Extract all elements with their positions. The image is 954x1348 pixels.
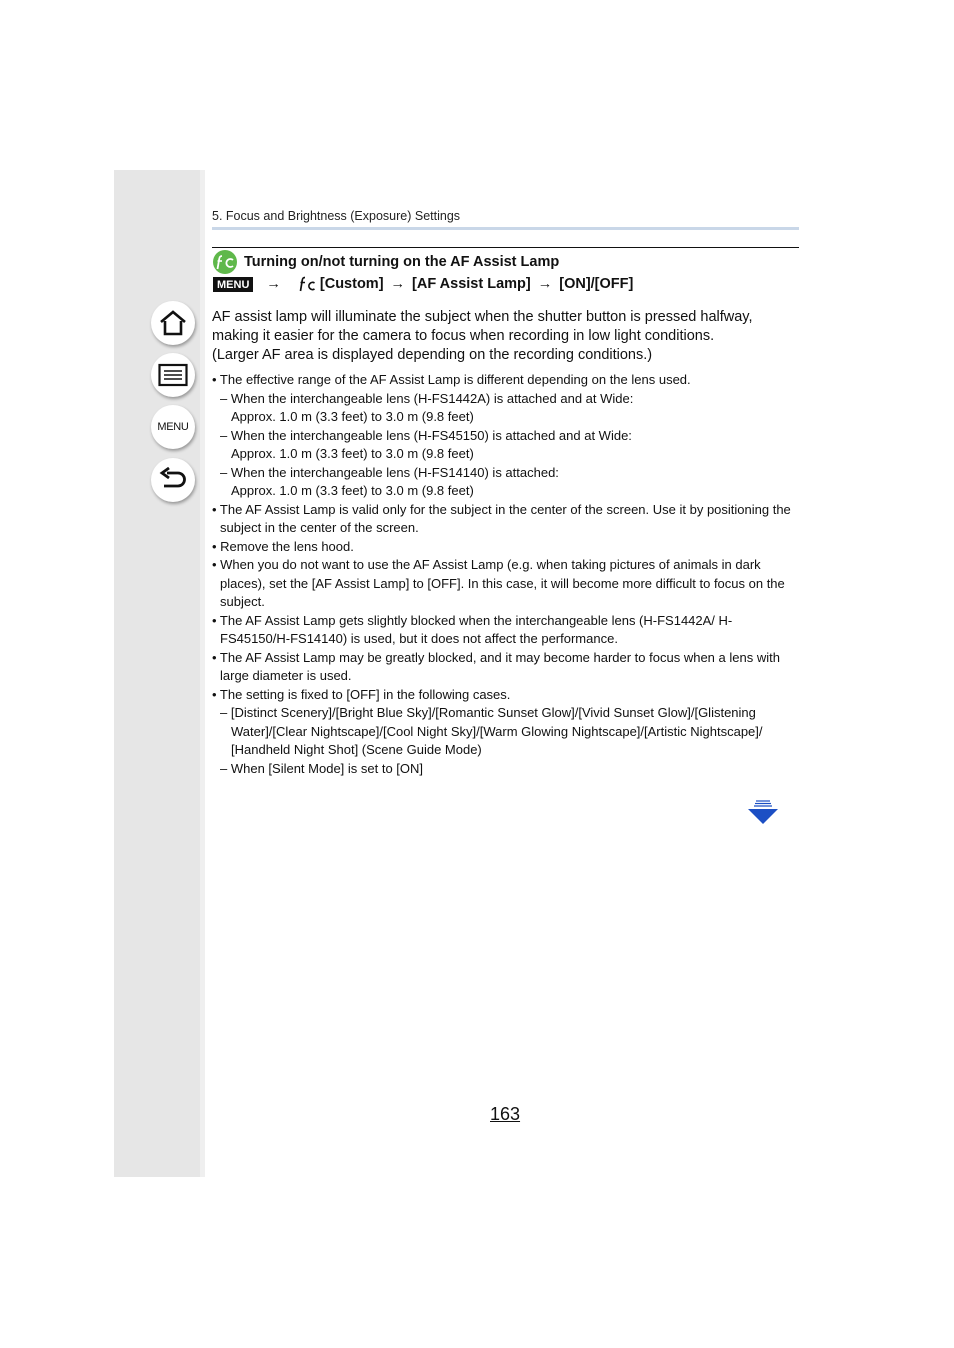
dash-subnote: – When the interchangeable lens (H-FS14140) is attached: xyxy=(220,464,559,480)
chapter-rule xyxy=(212,227,799,230)
home-button[interactable] xyxy=(151,301,195,345)
custom-menu-badge-icon xyxy=(213,250,237,274)
intro-paragraph: (Larger AF area is displayed depending on the recording conditions.) xyxy=(212,347,653,363)
dash-subnote: – When the interchangeable lens (H-FS45150) is attached and at Wide: xyxy=(220,427,632,443)
bullet-note: • The setting is fixed to [OFF] in the following cases. xyxy=(212,686,511,702)
note-continuation: Approx. 1.0 m (3.3 feet) to 3.0 m (9.8 feet) xyxy=(231,409,474,424)
dash-subnote: – When the interchangeable lens (H-FS1442A) is attached and at Wide: xyxy=(220,390,634,406)
bullet-note: • Remove the lens hood. xyxy=(212,538,354,554)
section-divider xyxy=(212,247,799,248)
custom-menu-icon xyxy=(298,276,316,292)
menu-icon-label: MENU xyxy=(157,421,189,433)
section-title-row xyxy=(213,250,559,274)
bullet-note: • The AF Assist Lamp gets slightly blocked when the interchangeable lens (H-FS1442A/ H-FS45150/H-FS14140) is used, but it does not affect the performance. xyxy=(212,612,733,646)
note-continuation: Approx. 1.0 m (3.3 feet) to 3.0 m (9.8 feet) xyxy=(231,446,474,461)
dash-subnote: – When [Silent Mode] is set to [ON] xyxy=(220,760,424,776)
intro-paragraph: AF assist lamp will illuminate the subject when the shutter button is pressed halfway, making it easier for the camera to focus when recording in low light conditions. xyxy=(212,309,753,344)
menu-list-button[interactable] xyxy=(151,405,195,449)
back-arrow-icon xyxy=(158,467,188,493)
bullet-note: • The AF Assist Lamp is valid only for the subject in the center of the screen. Use it by positioning the subject in the center of the screen. xyxy=(212,501,791,535)
path-arrow: → xyxy=(390,276,406,292)
contents-button[interactable] xyxy=(151,353,195,397)
menu-path xyxy=(213,276,633,292)
note-continuation: Approx. 1.0 m (3.3 feet) to 3.0 m (9.8 feet) xyxy=(231,483,474,498)
home-icon xyxy=(158,309,188,337)
notes-list xyxy=(212,371,802,778)
dash-subnote: – [Distinct Scenery]/[Bright Blue Sky]/[Romantic Sunset Glow]/[Vivid Sunset Glow]/[Glistening Water]/[Clear Nightscape]/[Cool Night Sky]/[Warm Glowing Nightscape]/[Artistic Nightscape]/ [Handheld Night Shot] (Scene Guide Mode) xyxy=(220,705,763,757)
page-number: 163 xyxy=(490,1104,521,1124)
bullet-note: • When you do not want to use the AF Assist Lamp (e.g. when taking pictures of animals in dark places), set the [AF Assist Lamp] to [OFF]. In this case, it will become more difficult to focus on the subject. xyxy=(212,557,785,609)
chapter-heading: 5. Focus and Brightness (Exposure) Settings xyxy=(212,209,461,223)
path-step-af-assist-lamp: [AF Assist Lamp] xyxy=(412,276,531,292)
path-step-custom: [Custom] xyxy=(319,276,384,292)
path-step-on-off: [ON]/[OFF] xyxy=(559,276,634,292)
intro-text xyxy=(212,308,802,365)
next-page-arrow-icon[interactable] xyxy=(747,800,779,826)
path-arrow: → xyxy=(537,276,553,292)
menu-tag: MENU xyxy=(213,277,253,292)
sidebar-edge xyxy=(200,170,205,1177)
path-arrow: → xyxy=(266,276,281,292)
back-button[interactable] xyxy=(151,458,195,502)
list-icon xyxy=(158,363,188,387)
section-title: Turning on/not turning on the AF Assist Lamp xyxy=(244,254,560,270)
bullet-note: • The AF Assist Lamp may be greatly blocked, and it may become harder to focus when a lens with large diameter is used. xyxy=(212,649,780,683)
bullet-note: • The effective range of the AF Assist Lamp is different depending on the lens used. xyxy=(212,372,691,387)
